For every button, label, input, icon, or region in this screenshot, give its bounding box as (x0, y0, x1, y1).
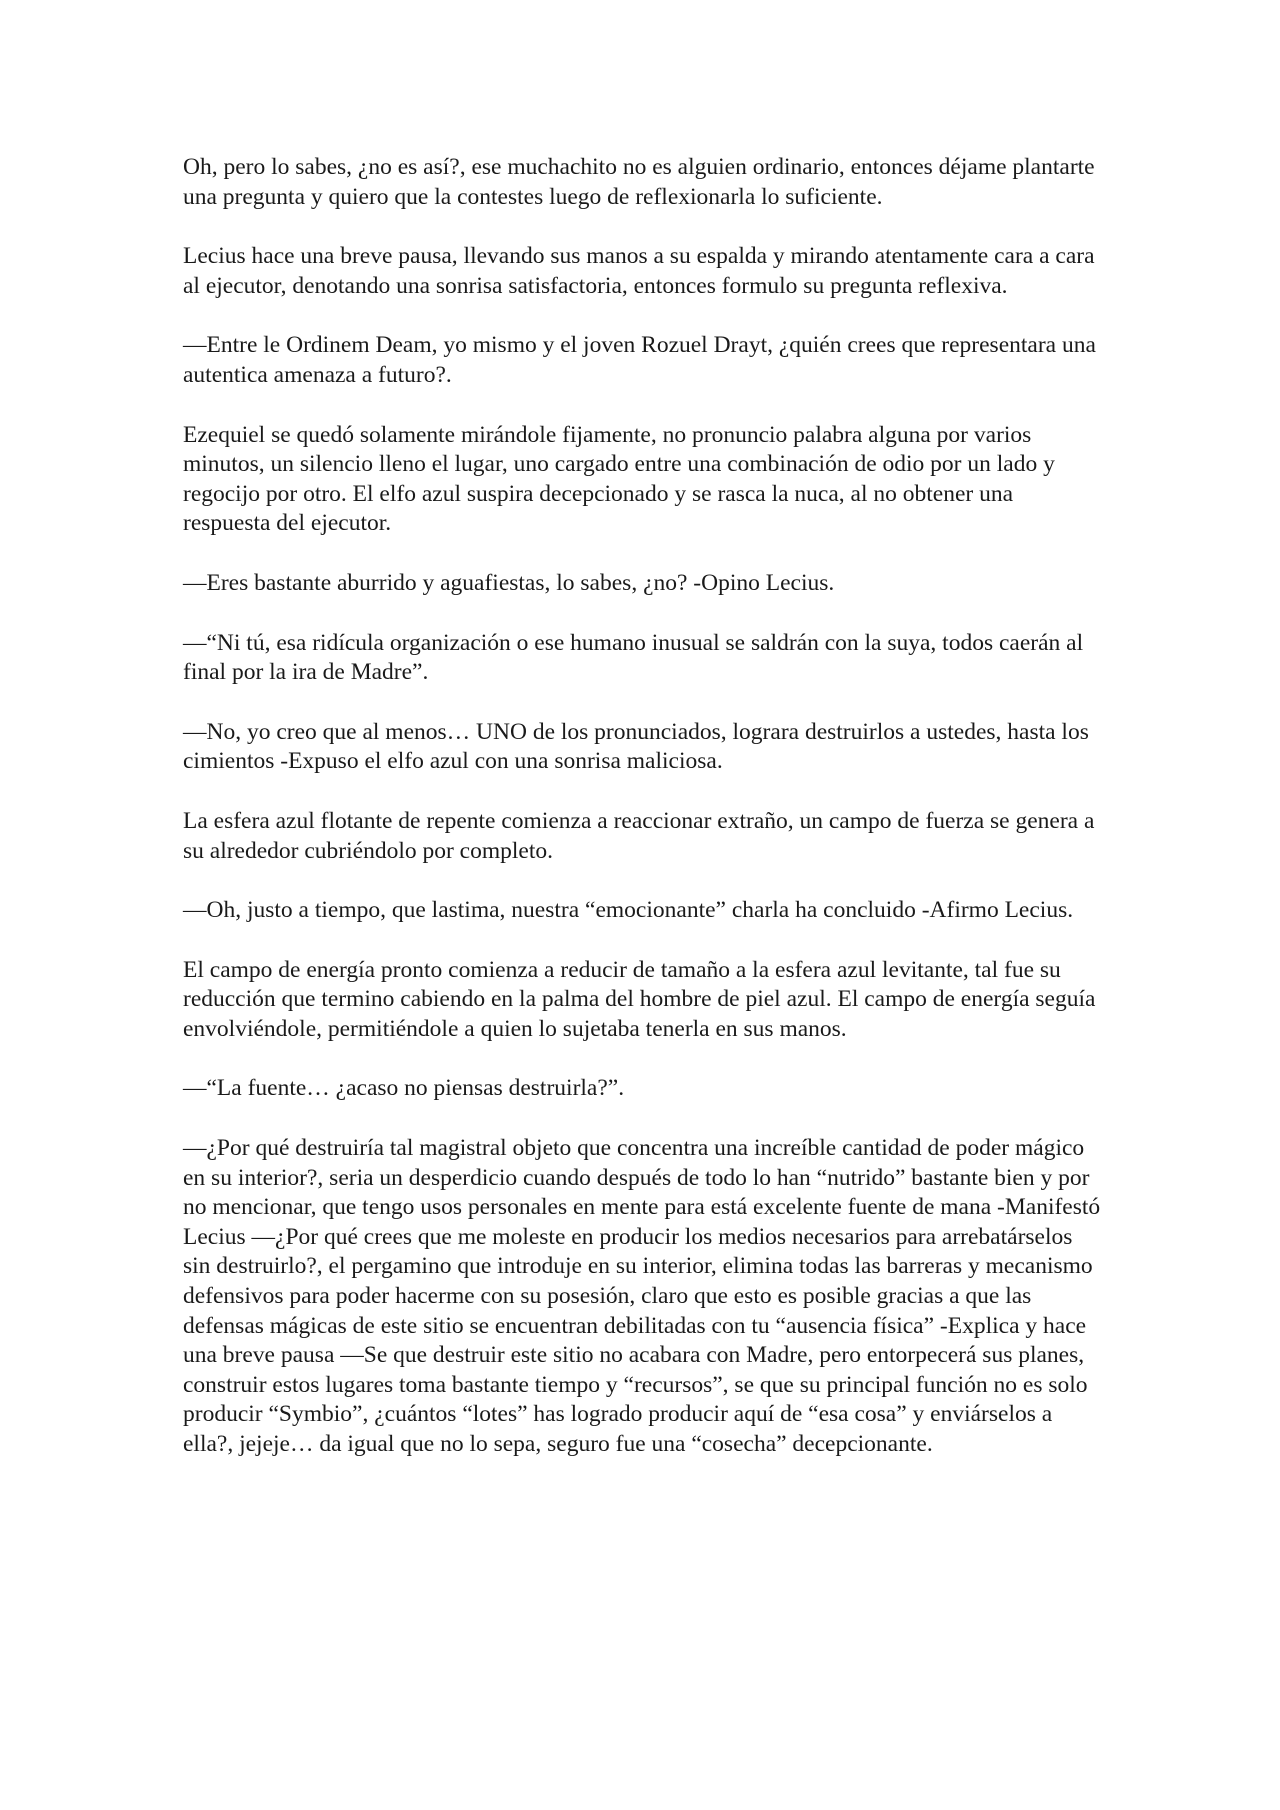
paragraph-5: —Eres bastante aburrido y aguafiestas, lo sabes, ¿no? -Opino Lecius. (183, 569, 835, 596)
paragraph-4: Ezequiel se quedó solamente mirándole fijamente, no pronuncio palabra alguna por varios minutos, un silencio lleno el lugar, uno cargado entre una combinación de odio por un lado y regocijo por otro. El elfo azul suspira decepcionado y se rasca la nuca, al no obtener una respuesta del ejecutor. (183, 421, 1055, 537)
paragraph-1: Oh, pero lo sabes, ¿no es así?, ese muchachito no es alguien ordinario, entonces déjame plantarte una pregunta y quiero que la contestes luego de reflexionarla lo suficiente. (183, 154, 1095, 210)
document-body (183, 153, 1103, 1490)
paragraph-11: —“La fuente… ¿acaso no piensas destruirla?”. (183, 1075, 625, 1102)
paragraph-2: Lecius hace una breve pausa, llevando sus manos a su espalda y mirando atentamente cara a cara al ejecutor, denotando una sonrisa satisfactoria, entonces formulo su pregunta reflexiva. (183, 243, 1095, 299)
paragraph-12: —¿Por qué destruiría tal magistral objeto que concentra una increíble cantidad de poder mágico en su interior?, seria un desperdicio cuando después de todo lo han “nutrido” bastante bien y por no mencionar, que tengo usos personales en mente para está excelente fuente de mana -Manifestó Lecius —¿Por qué crees que me moleste en producir los medios necesarios para arrebatárselos sin destruirlo?, el pergamino que introduje en su interior, elimina todas las barreras y mecanismo defensivos para poder hacerme con su posesión, claro que esto es posible gracias a que las defensas mágicas de este sitio se encuentran debilitadas con tu “ausencia física” -Explica y hace una breve pausa —Se que destruir este sitio no acabara con Madre, pero entorpecerá sus planes, construir estos lugares toma bastante tiempo y “recursos”, se que su principal función no es solo producir “Symbio”, ¿cuántos “lotes” has logrado producir aquí de “esa cosa” y enviárselos a ella?, jejeje… da igual que no lo sepa, seguro fue una “cosecha” decepcionante. (183, 1135, 1101, 1457)
paragraph-10: El campo de energía pronto comienza a reducir de tamaño a la esfera azul levitante, tal fue su reducción que termino cabiendo en la palma del hombre de piel azul. El campo de energía seguía envolviéndole, permitiéndole a quien lo sujetaba tenerla en sus manos. (183, 956, 1096, 1042)
paragraph-9: —Oh, justo a tiempo, que lastima, nuestra “emocionante” charla ha concluido -Afirmo Lecius. (183, 897, 1074, 924)
paragraph-7: —No, yo creo que al menos… UNO de los pronunciados, lograra destruirlos a ustedes, hasta los cimientos -Expuso el elfo azul con una sonrisa maliciosa. (183, 718, 1089, 775)
paragraph-3: —Entre le Ordinem Deam, yo mismo y el joven Rozuel Drayt, ¿quién crees que representara una autentica amenaza a futuro?. (183, 332, 1096, 388)
paragraph-6: —“Ni tú, esa ridícula organización o ese humano inusual se saldrán con la suya, todos caerán al final por la ira de Madre”. (183, 629, 1084, 686)
paragraph-8: La esfera azul flotante de repente comienza a reaccionar extraño, un campo de fuerza se genera a su alrededor cubriéndolo por completo. (183, 807, 1095, 864)
